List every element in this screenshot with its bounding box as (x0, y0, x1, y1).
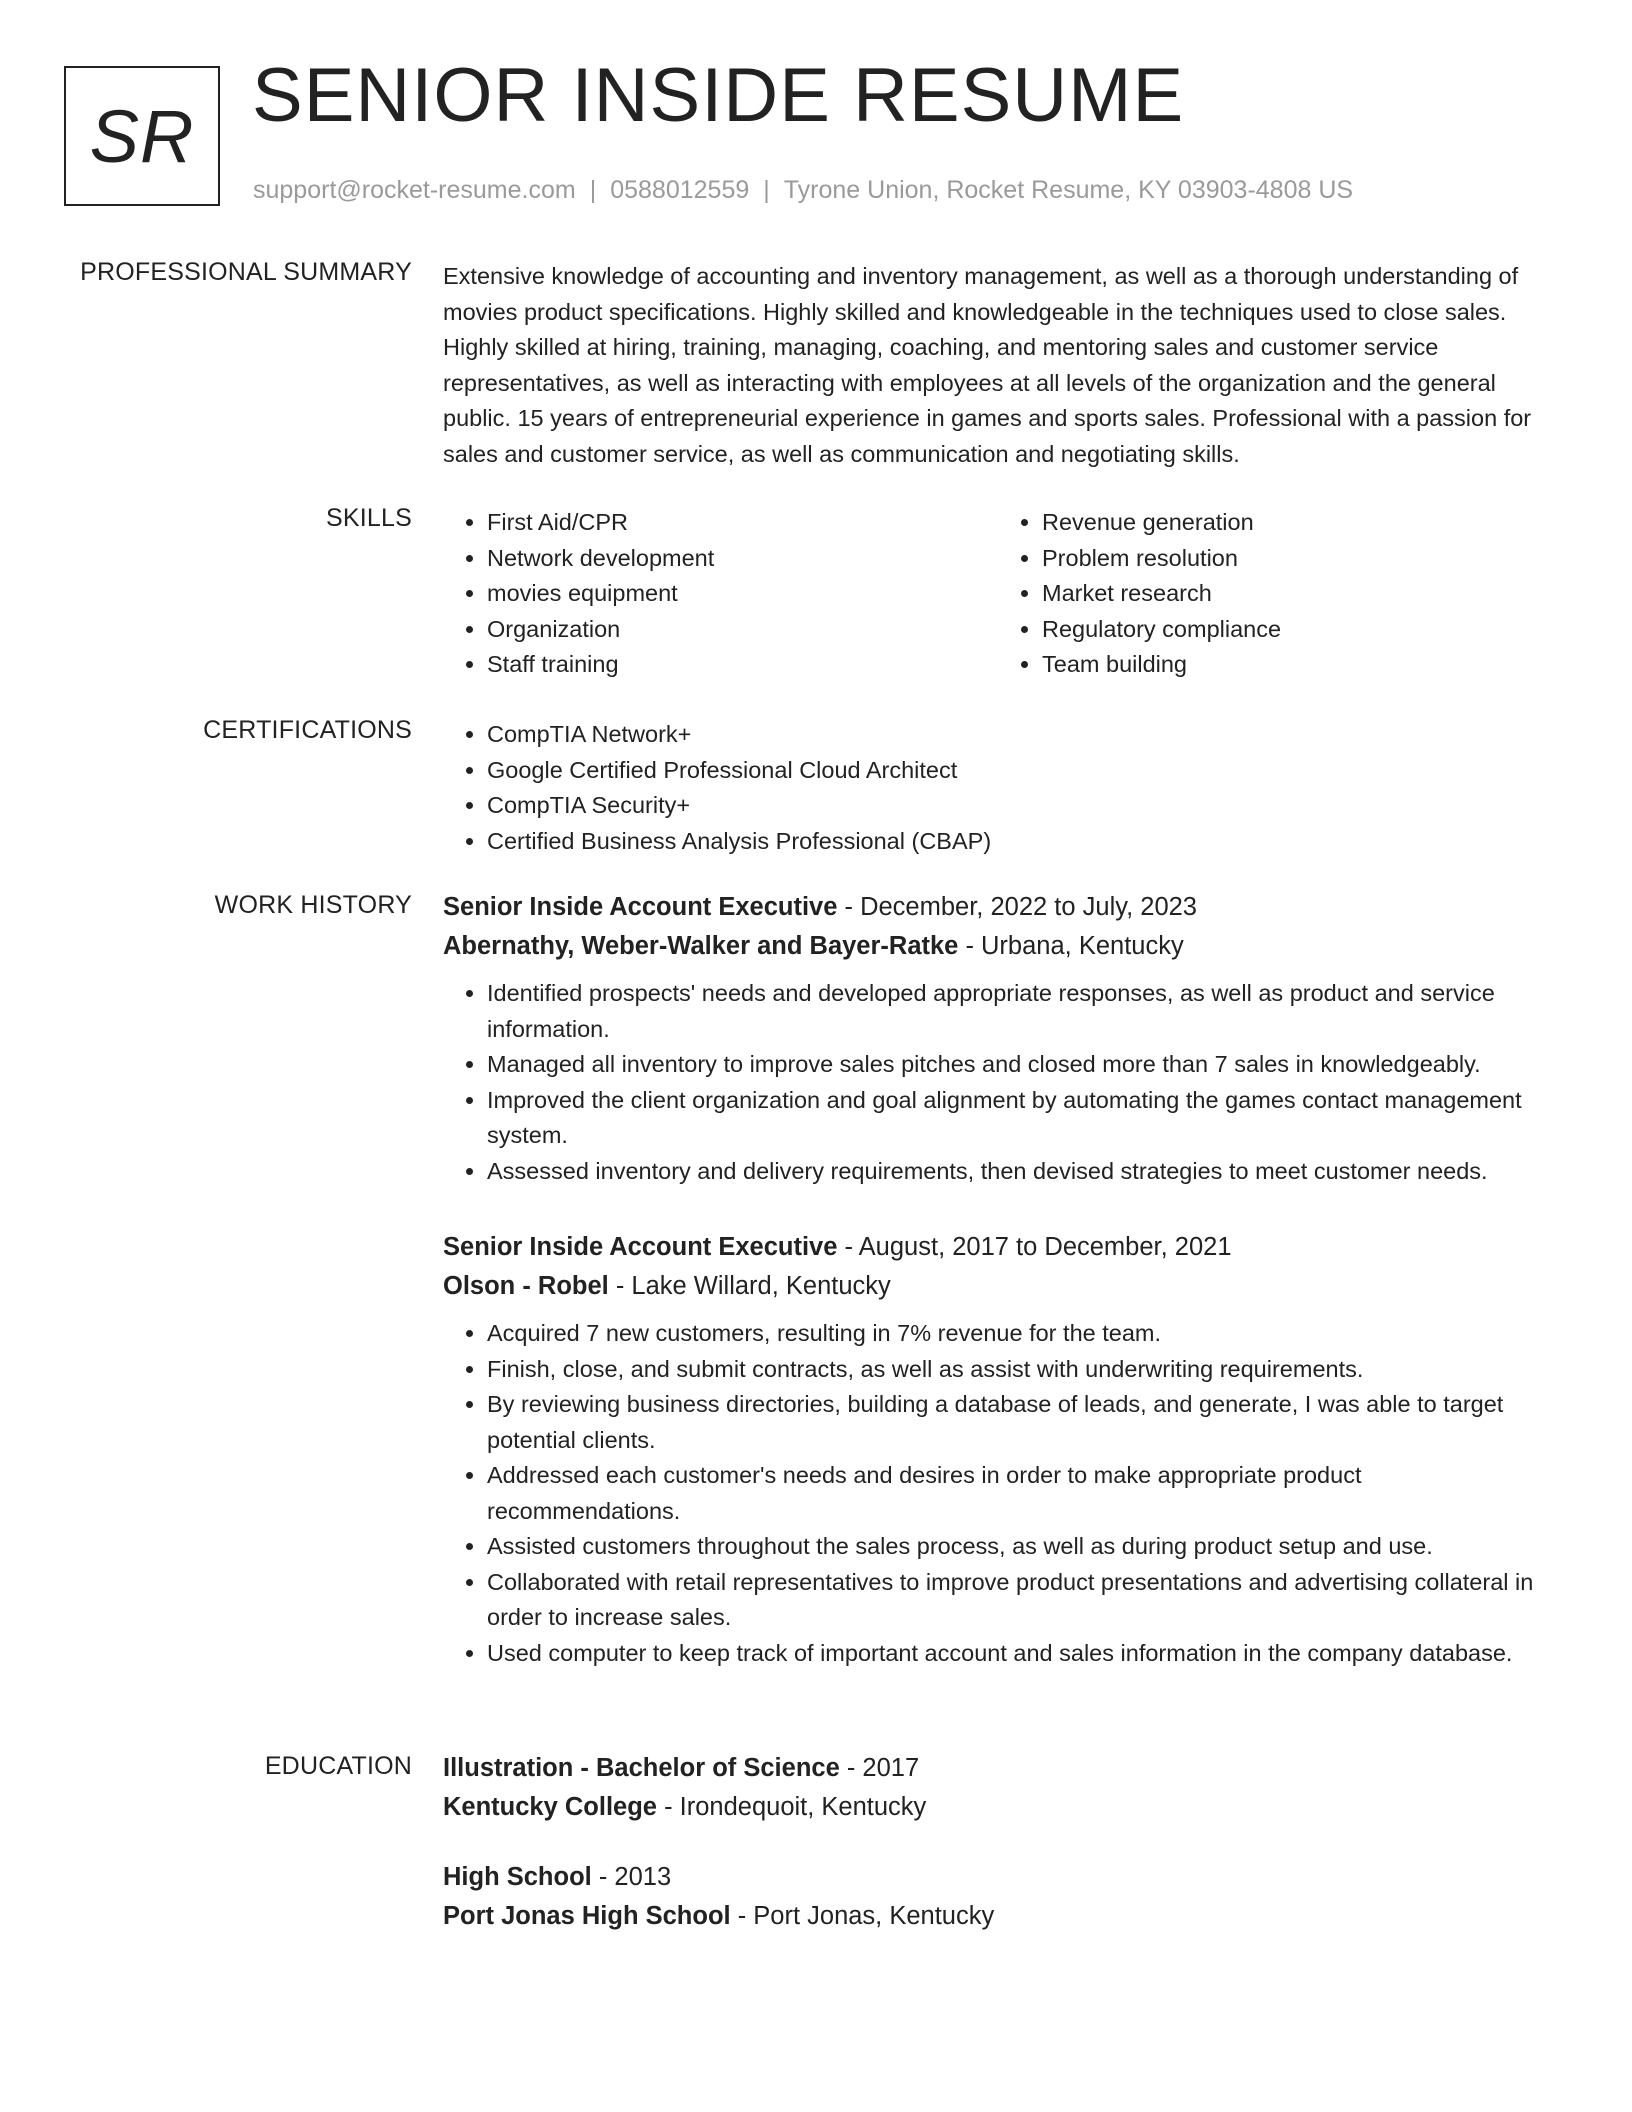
job-bullets (443, 1316, 1553, 1671)
list-item: • By reviewing business directories, building a database of leads, and generate, I was able to target potential clients. (487, 1387, 1553, 1458)
skills-column-right (998, 505, 1553, 683)
job-entry (443, 888, 1553, 1189)
section-label: SKILLS (326, 504, 412, 532)
education-entry (443, 1858, 1553, 1936)
list-item: • Finish, close, and submit contracts, as well as assist with underwriting requirements. (487, 1352, 1553, 1388)
list-item: • CompTIA Security+ (487, 788, 1553, 824)
list-item: • Market research (1042, 576, 1553, 612)
degree: High School (443, 1863, 592, 1891)
list-item: • Collaborated with retail representatives to improve product presentations and advertising collateral in order to increase sales. (487, 1565, 1553, 1636)
list-item: • Organization (487, 612, 998, 648)
list-item: • Team building (1042, 647, 1553, 683)
job-title-line (443, 888, 1553, 927)
summary-text: Extensive knowledge of accounting and inventory management, as well as a thorough understanding of movies product specifications. Highly skilled and knowledgeable in the techniques used to close sales. Highly skilled at hiring, training, managing, coaching, and mentoring sales and customer service representatives, as well as interacting with employees at all levels of the organization and the general public. 15 years of entrepreneurial experience in games and sports sales. Professional with a passion for sales and customer service, as well as communication and negotiating skills. (443, 263, 1532, 467)
contact-line (253, 176, 1353, 205)
section-label: PROFESSIONAL SUMMARY (80, 258, 412, 286)
list-item: • Revenue generation (1042, 505, 1553, 541)
list-item: • Staff training (487, 647, 998, 683)
school-location: - Port Jonas, Kentucky (730, 1902, 995, 1930)
list-item: • Identified prospects' needs and developed appropriate responses, as well as product and service information. (487, 976, 1553, 1047)
list-item: • Managed all inventory to improve sales pitches and closed more than 7 sales in knowledgeably. (487, 1047, 1553, 1083)
job-title-line (443, 1228, 1553, 1267)
list-item: • Assessed inventory and delivery requirements, then devised strategies to meet customer needs. (487, 1154, 1553, 1190)
list-item: • Regulatory compliance (1042, 612, 1553, 648)
job-title: Senior Inside Account Executive (443, 1233, 838, 1261)
skills-column-left (443, 505, 998, 683)
job-dates: - August, 2017 to December, 2021 (837, 1233, 1232, 1261)
degree: Illustration - Bachelor of Science (443, 1754, 840, 1782)
separator: | (589, 176, 597, 204)
list-item: • CompTIA Network+ (487, 717, 1553, 753)
list-item: • Google Certified Professional Cloud Architect (487, 753, 1553, 789)
job-title: Senior Inside Account Executive (443, 893, 838, 921)
list-item: • Certified Business Analysis Professional (CBAP) (487, 824, 1553, 860)
job-location: - Urbana, Kentucky (958, 932, 1184, 960)
contact-phone: 0588012559 (610, 176, 750, 204)
list-item: • Used computer to keep track of important account and sales information in the company database. (487, 1636, 1553, 1672)
school: Port Jonas High School (443, 1902, 731, 1930)
job-company-line (443, 927, 1553, 966)
list-item: • Network development (487, 541, 998, 577)
list-item: • Assisted customers throughout the sales process, as well as during product setup and use. (487, 1529, 1553, 1565)
job-company: Abernathy, Weber-Walker and Bayer-Ratke (443, 932, 959, 960)
job-entry (443, 1228, 1553, 1671)
job-location: - Lake Willard, Kentucky (608, 1272, 891, 1300)
school-line (443, 1788, 1553, 1827)
degree-line (443, 1858, 1553, 1897)
separator: | (763, 176, 770, 204)
school-location: - Irondequoit, Kentucky (656, 1793, 927, 1821)
degree-year: - 2017 (839, 1754, 920, 1782)
school: Kentucky College (443, 1793, 657, 1821)
list-item: • Improved the client organization and goal alignment by automating the games contact management system. (487, 1083, 1553, 1154)
section-label: WORK HISTORY (214, 891, 412, 919)
job-dates: - December, 2022 to July, 2023 (837, 893, 1197, 921)
contact-email: support@rocket-resume.com (253, 176, 576, 204)
list-item: • Addressed each customer's needs and desires in order to make appropriate product recommendations. (487, 1458, 1553, 1529)
certifications-list (443, 717, 1553, 859)
degree-line (443, 1749, 1553, 1788)
monogram-logo: SR (64, 66, 220, 206)
list-item: • Problem resolution (1042, 541, 1553, 577)
resume-title: SENIOR INSIDE RESUME (252, 53, 1185, 138)
education-entry (443, 1749, 1553, 1827)
job-company-line (443, 1267, 1553, 1306)
skills-list (443, 505, 1553, 683)
section-label: CERTIFICATIONS (203, 716, 412, 744)
list-item: • First Aid/CPR (487, 505, 998, 541)
degree-year: - 2013 (591, 1863, 672, 1891)
job-bullets (443, 976, 1553, 1189)
school-line (443, 1897, 1553, 1936)
contact-address: Tyrone Union, Rocket Resume, KY 03903-4808 US (783, 176, 1354, 204)
job-company: Olson - Robel (443, 1272, 609, 1300)
list-item: • Acquired 7 new customers, resulting in 7% revenue for the team. (487, 1316, 1553, 1352)
section-label: EDUCATION (264, 1752, 412, 1780)
list-item: • movies equipment (487, 576, 998, 612)
